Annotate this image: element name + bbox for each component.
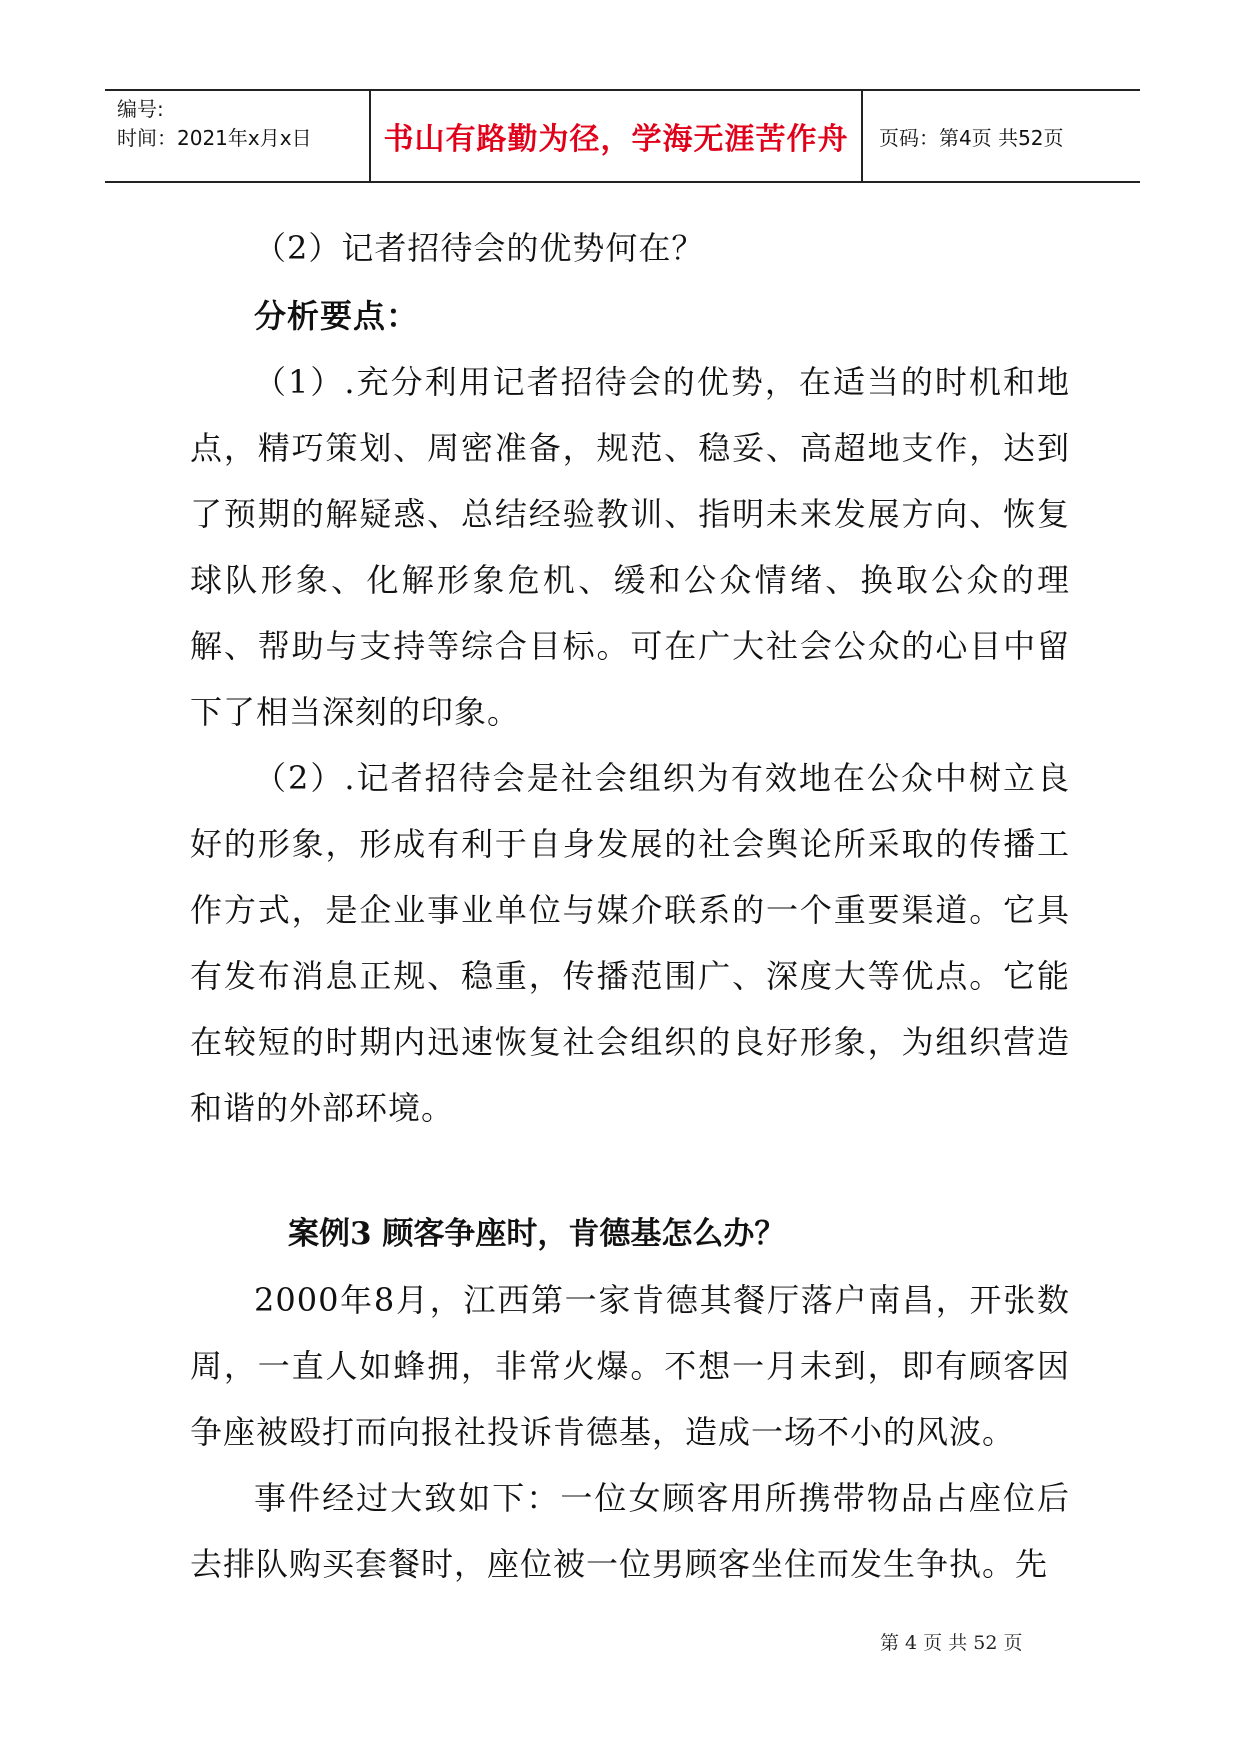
motto-text: 书山有路勤为径，学海无涯苦作舟 (383, 122, 849, 157)
serial-label: 编号: (117, 97, 164, 121)
header-motto-cell (369, 91, 863, 181)
case-3-title: 案例3 顾客争座时，肯德基怎么办？ (288, 1216, 786, 1252)
page-header (105, 89, 1140, 183)
analysis-point-2: （2）.记者招待会是社会组织为有效地在公众中树立良好的形象，形成有利于自身发展的社会舆论所采取的传播工作方式，是企业事业单位与媒介联系的一个重要渠道。它具有发布消息正规、稳重，传播范围广、深度大等优点。它能在较短的时期内迅速恢复社会组织的良好形象，为组织营造和谐的外部环境。 (190, 759, 1070, 1127)
question-2: （2）记者招待会的优势何在？ (254, 229, 705, 267)
page-footer: 第 4 页 共 52 页 (880, 1632, 1023, 1654)
header-meta-cell (105, 91, 369, 181)
analysis-heading: 分析要点： (254, 297, 420, 335)
date-line: 时间：2021年x月x日 (117, 126, 312, 150)
analysis-point-1: （1）.充分利用记者招待会的优势，在适当的时机和地点，精巧策划、周密准备，规范、稳妥、高超地支作，达到了预期的解疑惑、总结经验教训、指明未来发展方向、恢复球队形象、化解形象危机、缓和公众情绪、换取公众的理解、帮助与支持等综合目标。可在广大社会公众的心目中留下了相当深刻的印象。 (190, 363, 1070, 731)
document-body (190, 215, 1070, 1597)
case-paragraph-2: 事件经过大致如下：一位女顾客用所携带物品占座位后去排队购买套餐时，座位被一位男顾客坐住而发生争执。先 (190, 1479, 1070, 1583)
section-gap (190, 1141, 1070, 1201)
header-page-info: 页码：第4页 共52页 (879, 125, 1064, 150)
case-paragraph-1: 2000年8月，江西第一家肯德其餐厅落户南昌，开张数周，一直人如蜂拥，非常火爆。不想一月未到，即有顾客因争座被殴打而向报社投诉肯德基，造成一场不小的风波。 (190, 1281, 1070, 1451)
header-page-cell (863, 91, 1140, 181)
